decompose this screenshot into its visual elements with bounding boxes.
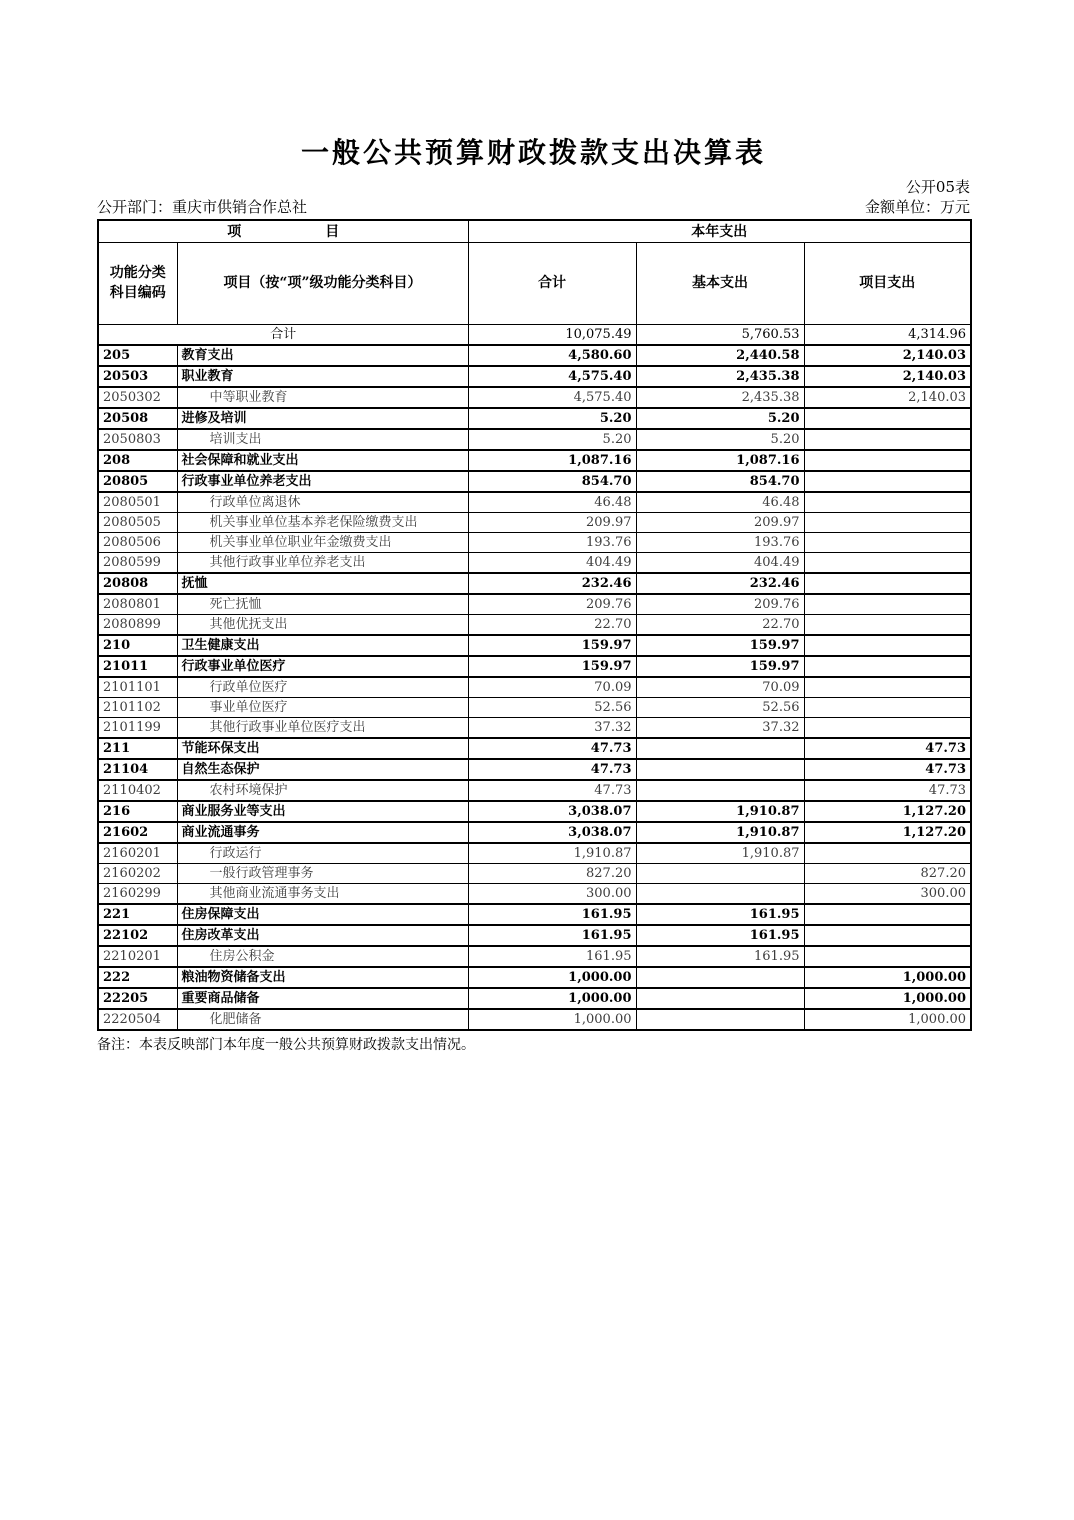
row-project-cell [804, 408, 971, 429]
table-row [98, 552, 971, 573]
row-name-cell: 其他商业流通事务支出 [177, 883, 468, 904]
row-code-cell: 210 [98, 635, 177, 656]
row-name-cell: 行政单位医疗 [177, 677, 468, 698]
document-content [97, 0, 970, 1054]
row-name-cell: 住房保障支出 [177, 904, 468, 925]
row-name-cell: 其他行政事业单位养老支出 [177, 552, 468, 573]
row-basic-cell: 161.95 [636, 904, 804, 925]
row-basic-cell: 1,910.87 [636, 843, 804, 864]
row-name-cell: 行政事业单位养老支出 [177, 471, 468, 492]
row-project-cell [804, 904, 971, 925]
row-name-cell: 死亡抚恤 [177, 594, 468, 615]
table-row [98, 925, 971, 946]
table-row [98, 843, 971, 864]
row-name-cell: 住房公积金 [177, 946, 468, 967]
row-name-cell: 商业流通事务 [177, 822, 468, 843]
row-project-cell [804, 656, 971, 677]
table-row [98, 759, 971, 780]
row-total-cell: 5.20 [468, 408, 636, 429]
row-code-cell: 2080899 [98, 614, 177, 635]
row-project-cell: 1,127.20 [804, 801, 971, 822]
row-basic-cell: 193.76 [636, 532, 804, 552]
table-row [98, 492, 971, 513]
row-basic-cell [636, 988, 804, 1009]
row-total-cell: 4,580.60 [468, 345, 636, 366]
row-name-cell: 化肥储备 [177, 1009, 468, 1030]
row-basic-cell: 1,910.87 [636, 801, 804, 822]
row-basic-cell [636, 759, 804, 780]
row-name-cell: 粮油物资储备支出 [177, 967, 468, 988]
row-name-cell: 行政单位离退休 [177, 492, 468, 513]
table-row [98, 656, 971, 677]
row-total-cell: 1,000.00 [468, 988, 636, 1009]
row-basic-cell: 37.32 [636, 717, 804, 738]
row-basic-cell: 52.56 [636, 697, 804, 717]
row-basic-cell [636, 780, 804, 801]
row-basic-cell: 22.70 [636, 614, 804, 635]
table-row [98, 450, 971, 471]
row-project-cell [804, 946, 971, 967]
table-row [98, 801, 971, 822]
table-row [98, 822, 971, 843]
table-code-label: 公开05表 [905, 178, 970, 196]
row-name-cell: 机关事业单位职业年金缴费支出 [177, 532, 468, 552]
row-name-cell: 中等职业教育 [177, 387, 468, 408]
row-project-cell [804, 717, 971, 738]
row-code-cell: 2080801 [98, 594, 177, 615]
row-total-cell: 300.00 [468, 883, 636, 904]
table-row [98, 429, 971, 450]
row-basic-cell: 161.95 [636, 925, 804, 946]
table-row [98, 387, 971, 408]
row-project-cell: 1,000.00 [804, 967, 971, 988]
row-name-cell: 自然生态保护 [177, 759, 468, 780]
row-project-cell: 1,000.00 [804, 1009, 971, 1030]
table-row [98, 677, 971, 698]
header-columns-row [98, 242, 971, 324]
row-project-cell: 2,140.03 [804, 345, 971, 366]
row-code-cell: 2050803 [98, 429, 177, 450]
table-row [98, 408, 971, 429]
row-basic-cell: 161.95 [636, 946, 804, 967]
table-row [98, 883, 971, 904]
row-total-cell: 37.32 [468, 717, 636, 738]
table-row [98, 471, 971, 492]
row-name-cell: 一般行政管理事务 [177, 863, 468, 883]
row-code-cell: 208 [98, 450, 177, 471]
row-project-cell [804, 594, 971, 615]
row-total-cell: 5.20 [468, 429, 636, 450]
row-code-cell: 2080501 [98, 492, 177, 513]
grand-total-project: 4,314.96 [804, 324, 971, 345]
row-project-cell [804, 635, 971, 656]
row-basic-cell: 232.46 [636, 573, 804, 594]
row-basic-cell: 5.20 [636, 408, 804, 429]
row-total-cell: 3,038.07 [468, 822, 636, 843]
row-basic-cell: 2,435.38 [636, 366, 804, 387]
row-project-cell: 47.73 [804, 759, 971, 780]
row-total-cell: 209.97 [468, 512, 636, 532]
row-total-cell: 47.73 [468, 738, 636, 759]
row-code-cell: 20503 [98, 366, 177, 387]
row-code-cell: 21011 [98, 656, 177, 677]
table-row [98, 904, 971, 925]
table-row [98, 946, 971, 967]
row-name-cell: 商业服务业等支出 [177, 801, 468, 822]
grand-total-basic: 5,760.53 [636, 324, 804, 345]
row-code-cell: 2160201 [98, 843, 177, 864]
row-total-cell: 854.70 [468, 471, 636, 492]
row-code-cell: 2160299 [98, 883, 177, 904]
header-basic-expenditure: 基本支出 [636, 242, 804, 324]
table-row [98, 738, 971, 759]
row-basic-cell: 404.49 [636, 552, 804, 573]
row-code-cell: 216 [98, 801, 177, 822]
row-total-cell: 4,575.40 [468, 366, 636, 387]
table-row [98, 988, 971, 1009]
row-project-cell [804, 471, 971, 492]
row-basic-cell [636, 738, 804, 759]
row-code-cell: 2101101 [98, 677, 177, 698]
row-name-cell: 职业教育 [177, 366, 468, 387]
table-row [98, 614, 971, 635]
row-code-cell: 205 [98, 345, 177, 366]
row-total-cell: 161.95 [468, 946, 636, 967]
row-project-cell: 300.00 [804, 883, 971, 904]
header-item-name: 项目（按“项”级功能分类科目） [177, 242, 468, 324]
row-total-cell: 1,000.00 [468, 967, 636, 988]
row-project-cell: 1,000.00 [804, 988, 971, 1009]
row-basic-cell: 2,435.38 [636, 387, 804, 408]
row-project-cell [804, 843, 971, 864]
table-row [98, 717, 971, 738]
row-name-cell: 卫生健康支出 [177, 635, 468, 656]
header-project-expenditure: 项目支出 [804, 242, 971, 324]
row-code-cell: 2080505 [98, 512, 177, 532]
row-code-cell: 222 [98, 967, 177, 988]
table-body [98, 324, 971, 1030]
row-total-cell: 161.95 [468, 904, 636, 925]
table-row [98, 697, 971, 717]
row-code-cell: 20805 [98, 471, 177, 492]
row-name-cell: 重要商品储备 [177, 988, 468, 1009]
row-code-cell: 2101199 [98, 717, 177, 738]
row-code-cell: 21104 [98, 759, 177, 780]
row-total-cell: 70.09 [468, 677, 636, 698]
department-label: 公开部门：重庆市供销合作总社 [97, 198, 308, 216]
row-code-cell: 21602 [98, 822, 177, 843]
row-project-cell [804, 532, 971, 552]
row-basic-cell: 1,910.87 [636, 822, 804, 843]
row-basic-cell [636, 1009, 804, 1030]
row-project-cell [804, 573, 971, 594]
row-project-cell [804, 677, 971, 698]
row-code-cell: 2110402 [98, 780, 177, 801]
row-basic-cell: 159.97 [636, 656, 804, 677]
row-total-cell: 3,038.07 [468, 801, 636, 822]
row-total-cell: 159.97 [468, 656, 636, 677]
footnote: 备注：本表反映部门本年度一般公共预算财政拨款支出情况。 [97, 1036, 475, 1053]
grand-total-label: 合计 [98, 324, 468, 345]
row-code-cell: 22205 [98, 988, 177, 1009]
row-basic-cell: 5.20 [636, 429, 804, 450]
row-name-cell: 培训支出 [177, 429, 468, 450]
row-total-cell: 52.56 [468, 697, 636, 717]
row-code-cell: 22102 [98, 925, 177, 946]
row-code-cell: 2080506 [98, 532, 177, 552]
table-row [98, 532, 971, 552]
row-total-cell: 159.97 [468, 635, 636, 656]
table-row [98, 512, 971, 532]
row-code-cell: 2210201 [98, 946, 177, 967]
row-basic-cell: 854.70 [636, 471, 804, 492]
row-project-cell [804, 512, 971, 532]
row-total-cell: 47.73 [468, 780, 636, 801]
row-project-cell: 2,140.03 [804, 387, 971, 408]
row-project-cell [804, 925, 971, 946]
row-name-cell: 机关事业单位基本养老保险缴费支出 [177, 512, 468, 532]
row-basic-cell: 1,087.16 [636, 450, 804, 471]
header-total: 合计 [468, 242, 636, 324]
budget-table [97, 219, 972, 1031]
row-name-cell: 行政事业单位医疗 [177, 656, 468, 677]
row-total-cell: 1,910.87 [468, 843, 636, 864]
row-total-cell: 1,000.00 [468, 1009, 636, 1030]
header-group-row [98, 220, 971, 242]
row-code-cell: 20808 [98, 573, 177, 594]
row-basic-cell [636, 967, 804, 988]
table-row [98, 863, 971, 883]
row-project-cell [804, 450, 971, 471]
row-name-cell: 行政运行 [177, 843, 468, 864]
row-code-cell: 20508 [98, 408, 177, 429]
unit-label: 金额单位：万元 [864, 198, 970, 216]
row-code-cell: 221 [98, 904, 177, 925]
row-basic-cell: 159.97 [636, 635, 804, 656]
row-total-cell: 404.49 [468, 552, 636, 573]
row-project-cell: 47.73 [804, 738, 971, 759]
row-total-cell: 47.73 [468, 759, 636, 780]
row-total-cell: 46.48 [468, 492, 636, 513]
table-row [98, 967, 971, 988]
row-project-cell: 47.73 [804, 780, 971, 801]
row-total-cell: 161.95 [468, 925, 636, 946]
row-name-cell: 教育支出 [177, 345, 468, 366]
row-project-cell: 827.20 [804, 863, 971, 883]
row-code-cell: 2160202 [98, 863, 177, 883]
row-code-cell: 2080599 [98, 552, 177, 573]
row-total-cell: 193.76 [468, 532, 636, 552]
table-row [98, 1009, 971, 1030]
row-project-cell [804, 429, 971, 450]
row-project-cell: 1,127.20 [804, 822, 971, 843]
row-basic-cell: 70.09 [636, 677, 804, 698]
row-total-cell: 22.70 [468, 614, 636, 635]
row-code-cell: 2101102 [98, 697, 177, 717]
table-row [98, 345, 971, 366]
table-row [98, 635, 971, 656]
row-name-cell: 住房改革支出 [177, 925, 468, 946]
table-row [98, 573, 971, 594]
row-project-cell: 2,140.03 [804, 366, 971, 387]
row-name-cell: 社会保障和就业支出 [177, 450, 468, 471]
row-total-cell: 4,575.40 [468, 387, 636, 408]
row-total-cell: 209.76 [468, 594, 636, 615]
row-project-cell [804, 697, 971, 717]
table-row [98, 594, 971, 615]
row-name-cell: 其他优抚支出 [177, 614, 468, 635]
row-name-cell: 其他行政事业单位医疗支出 [177, 717, 468, 738]
row-name-cell: 进修及培训 [177, 408, 468, 429]
row-total-cell: 827.20 [468, 863, 636, 883]
page-title: 一般公共预算财政拨款支出决算表 [300, 136, 766, 169]
row-basic-cell [636, 863, 804, 883]
table-header [98, 220, 971, 324]
header-item-group: 项 目 [98, 220, 468, 242]
row-name-cell: 节能环保支出 [177, 738, 468, 759]
row-name-cell: 农村环境保护 [177, 780, 468, 801]
row-basic-cell: 2,440.58 [636, 345, 804, 366]
table-row [98, 366, 971, 387]
row-basic-cell: 209.76 [636, 594, 804, 615]
header-function-code: 功能分类科目编码 [98, 242, 177, 324]
row-project-cell [804, 614, 971, 635]
meta-row [97, 197, 970, 217]
row-total-cell: 232.46 [468, 573, 636, 594]
row-code-cell: 2050302 [98, 387, 177, 408]
row-code-cell: 211 [98, 738, 177, 759]
row-name-cell: 事业单位医疗 [177, 697, 468, 717]
row-code-cell: 2220504 [98, 1009, 177, 1030]
row-project-cell [804, 552, 971, 573]
table-row [98, 780, 971, 801]
row-project-cell [804, 492, 971, 513]
grand-total-total: 10,075.49 [468, 324, 636, 345]
grand-total-row [98, 324, 971, 345]
row-name-cell: 抚恤 [177, 573, 468, 594]
row-basic-cell [636, 883, 804, 904]
row-total-cell: 1,087.16 [468, 450, 636, 471]
header-year-expenditure-group: 本年支出 [468, 220, 971, 242]
row-basic-cell: 46.48 [636, 492, 804, 513]
row-basic-cell: 209.97 [636, 512, 804, 532]
